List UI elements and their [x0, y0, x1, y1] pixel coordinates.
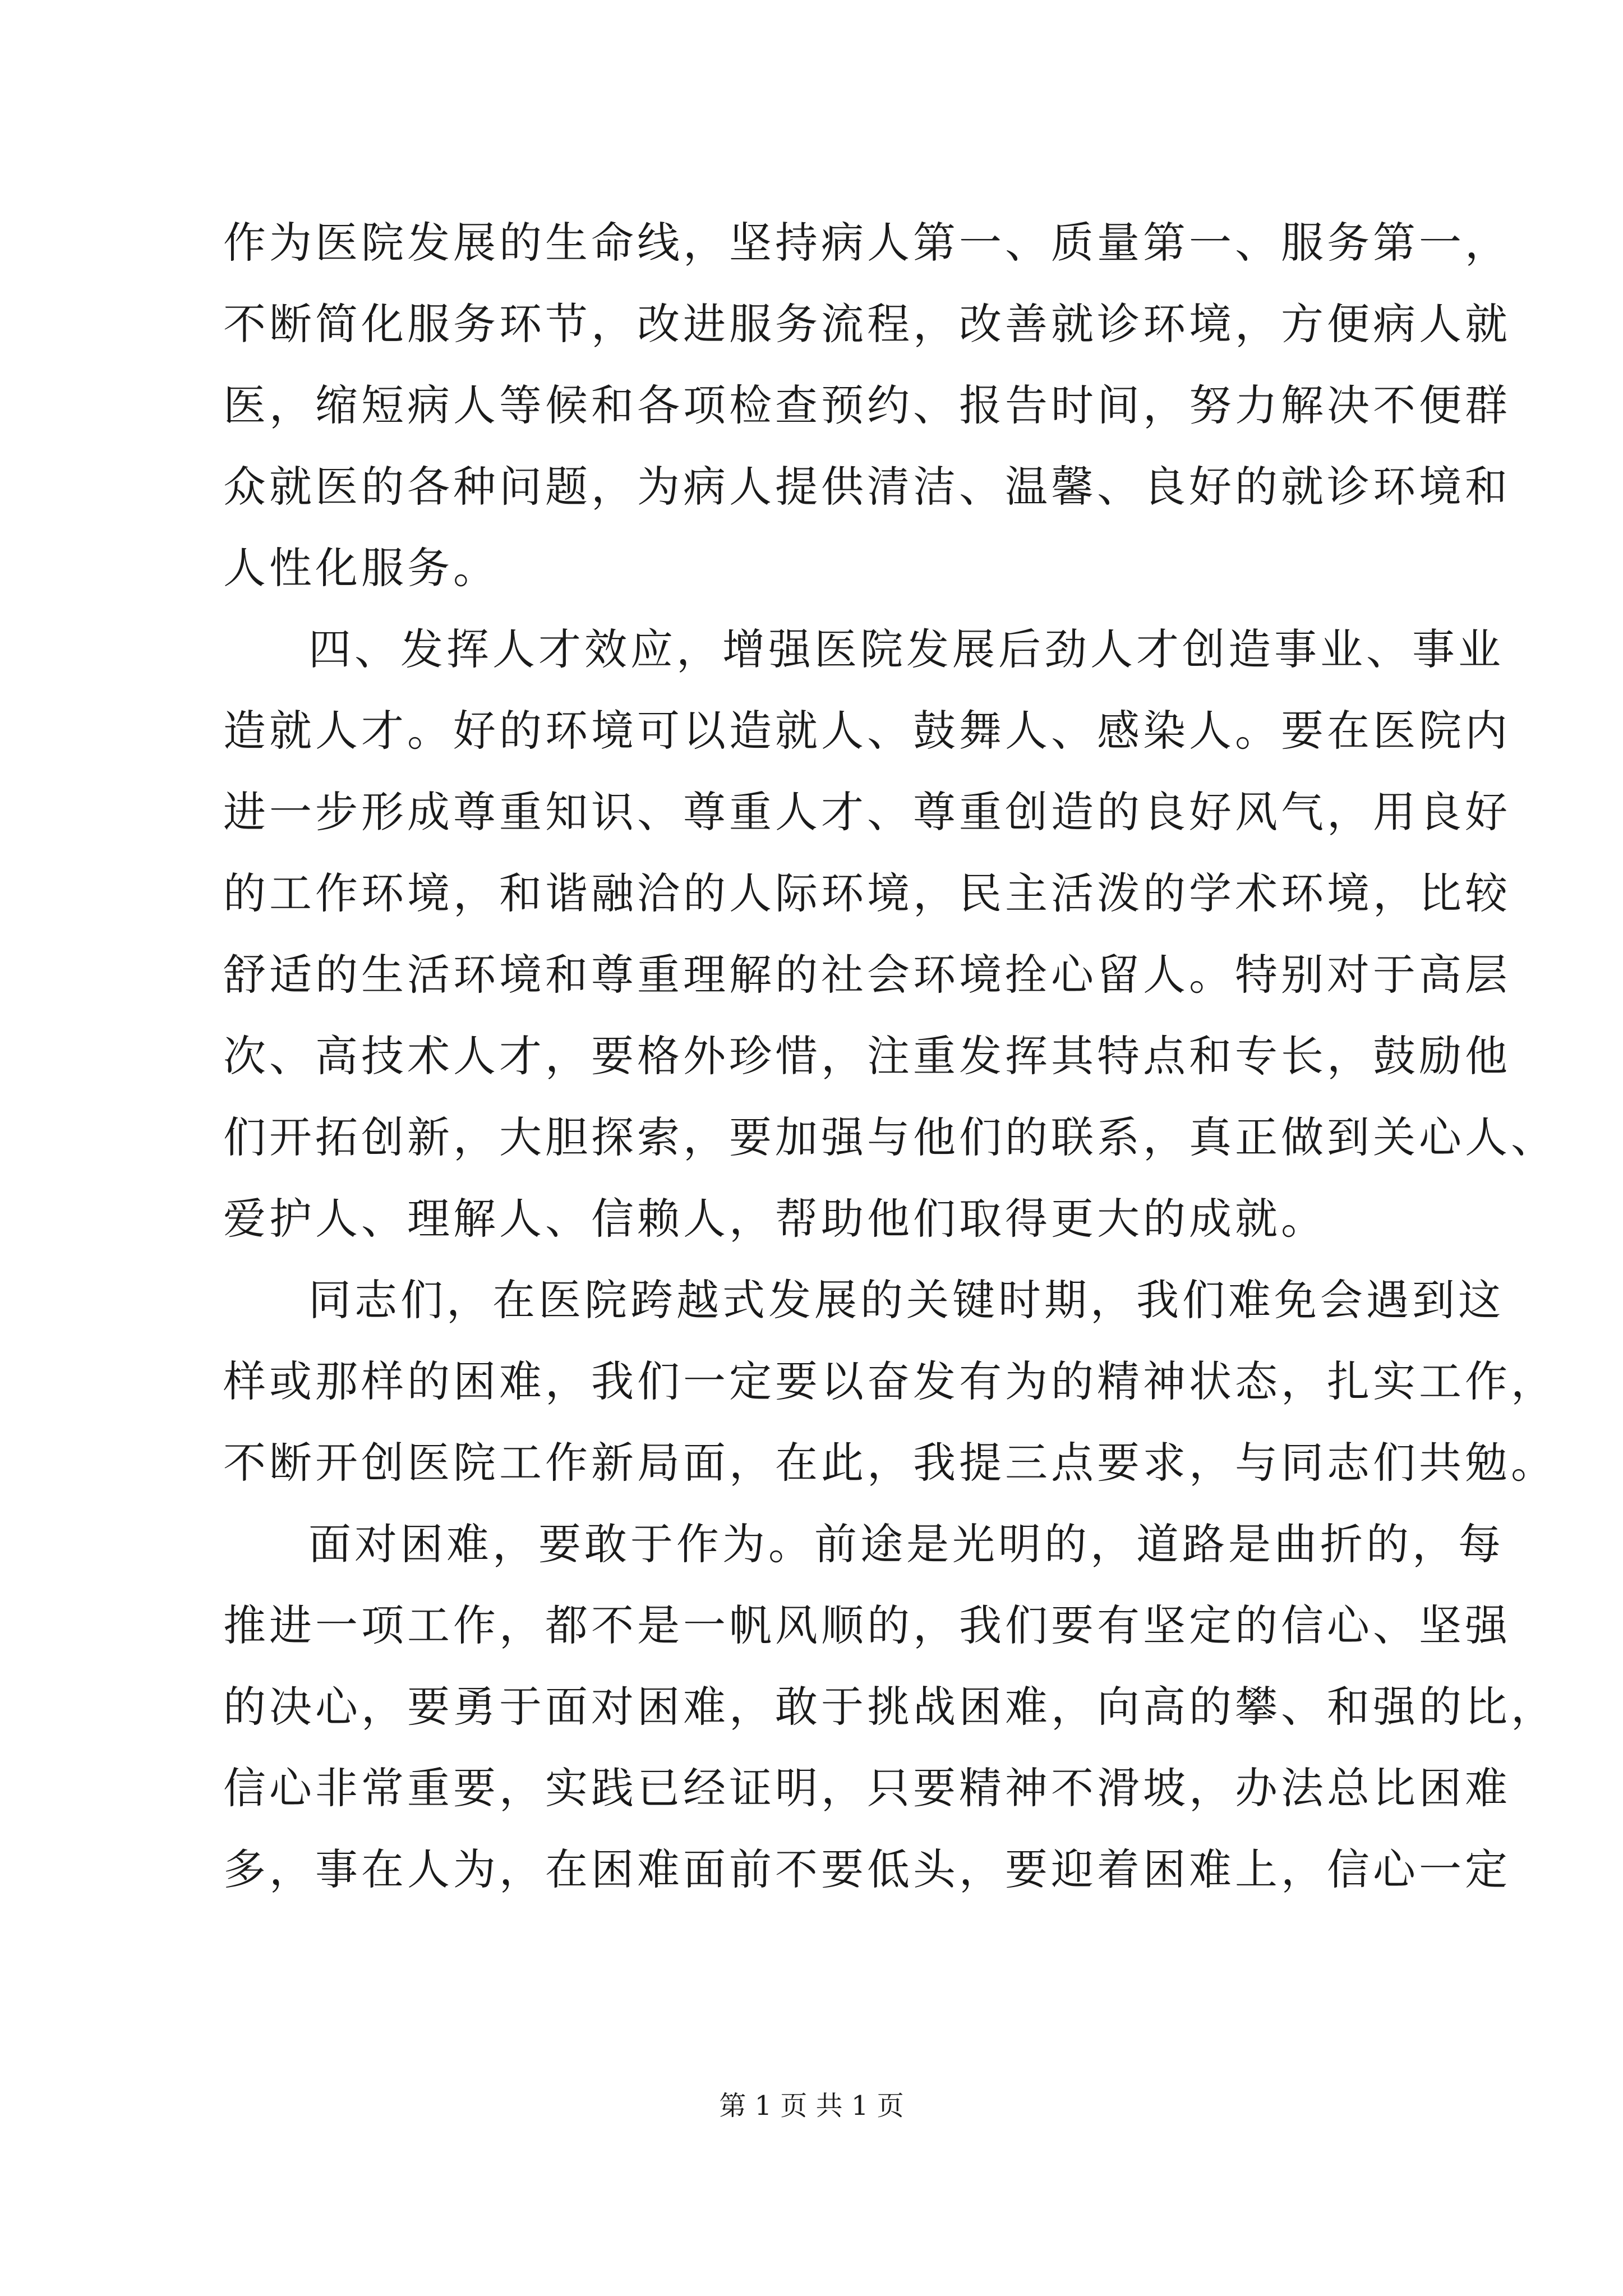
text-line: 众就医的各种问题，为病人提供清洁、温馨、良好的就诊环境和: [223, 462, 1511, 512]
text-line: 们开拓创新，大胆探索，要加强与他们的联系，真正做到关心人、: [223, 1112, 1557, 1162]
text-line: 医，缩短病人等候和各项检查预约、报告时间，努力解决不便群: [223, 380, 1511, 430]
text-line: 的工作环境，和谐融洽的人际环境，民主活泼的学术环境，比较: [223, 868, 1511, 918]
text-line: 舒适的生活环境和尊重理解的社会环境拴心留人。特别对于高层: [223, 950, 1511, 1000]
text-line: 样或那样的困难，我们一定要以奋发有为的精神状态，扎实工作，: [223, 1356, 1557, 1406]
text-line: 进一步形成尊重知识、尊重人才、尊重创造的良好风气，用良好: [223, 787, 1511, 837]
text-line: 爱护人、理解人、信赖人，帮助他们取得更大的成就。: [223, 1194, 1327, 1244]
page-footer: 第 1 页 共 1 页: [719, 2090, 904, 2122]
text-line: 的决心，要勇于面对困难，敢于挑战困难，向高的攀、和强的比，: [223, 1682, 1557, 1732]
text-line: 四、发挥人才效应，增强医院发展后劲人才创造事业、事业: [308, 624, 1504, 674]
document-body: [223, 202, 1557, 1910]
text-line: 次、高技术人才，要格外珍惜，注重发挥其特点和专长，鼓励他: [223, 1031, 1511, 1081]
text-line: 同志们，在医院跨越式发展的关键时期，我们难免会遇到这: [308, 1275, 1504, 1325]
text-line: 造就人才。好的环境可以造就人、鼓舞人、感染人。要在医院内: [223, 706, 1511, 756]
text-line: 推进一项工作，都不是一帆风顺的，我们要有坚定的信心、坚强: [223, 1600, 1511, 1650]
text-line: 人性化服务。: [223, 543, 499, 593]
text-line: 多，事在人为，在困难面前不要低头，要迎着困难上，信心一定: [223, 1844, 1511, 1894]
text-line: 面对困难，要敢于作为。前途是光明的，道路是曲折的，每: [308, 1519, 1504, 1569]
text-line: 信心非常重要，实践已经证明，只要精神不滑坡，办法总比困难: [223, 1763, 1511, 1813]
text-line: 不断简化服务环节，改进服务流程，改善就诊环境，方便病人就: [223, 299, 1511, 349]
text-line: 作为医院发展的生命线，坚持病人第一、质量第一、服务第一，: [223, 218, 1511, 268]
text-line: 不断开创医院工作新局面，在此，我提三点要求，与同志们共勉。: [223, 1438, 1557, 1488]
